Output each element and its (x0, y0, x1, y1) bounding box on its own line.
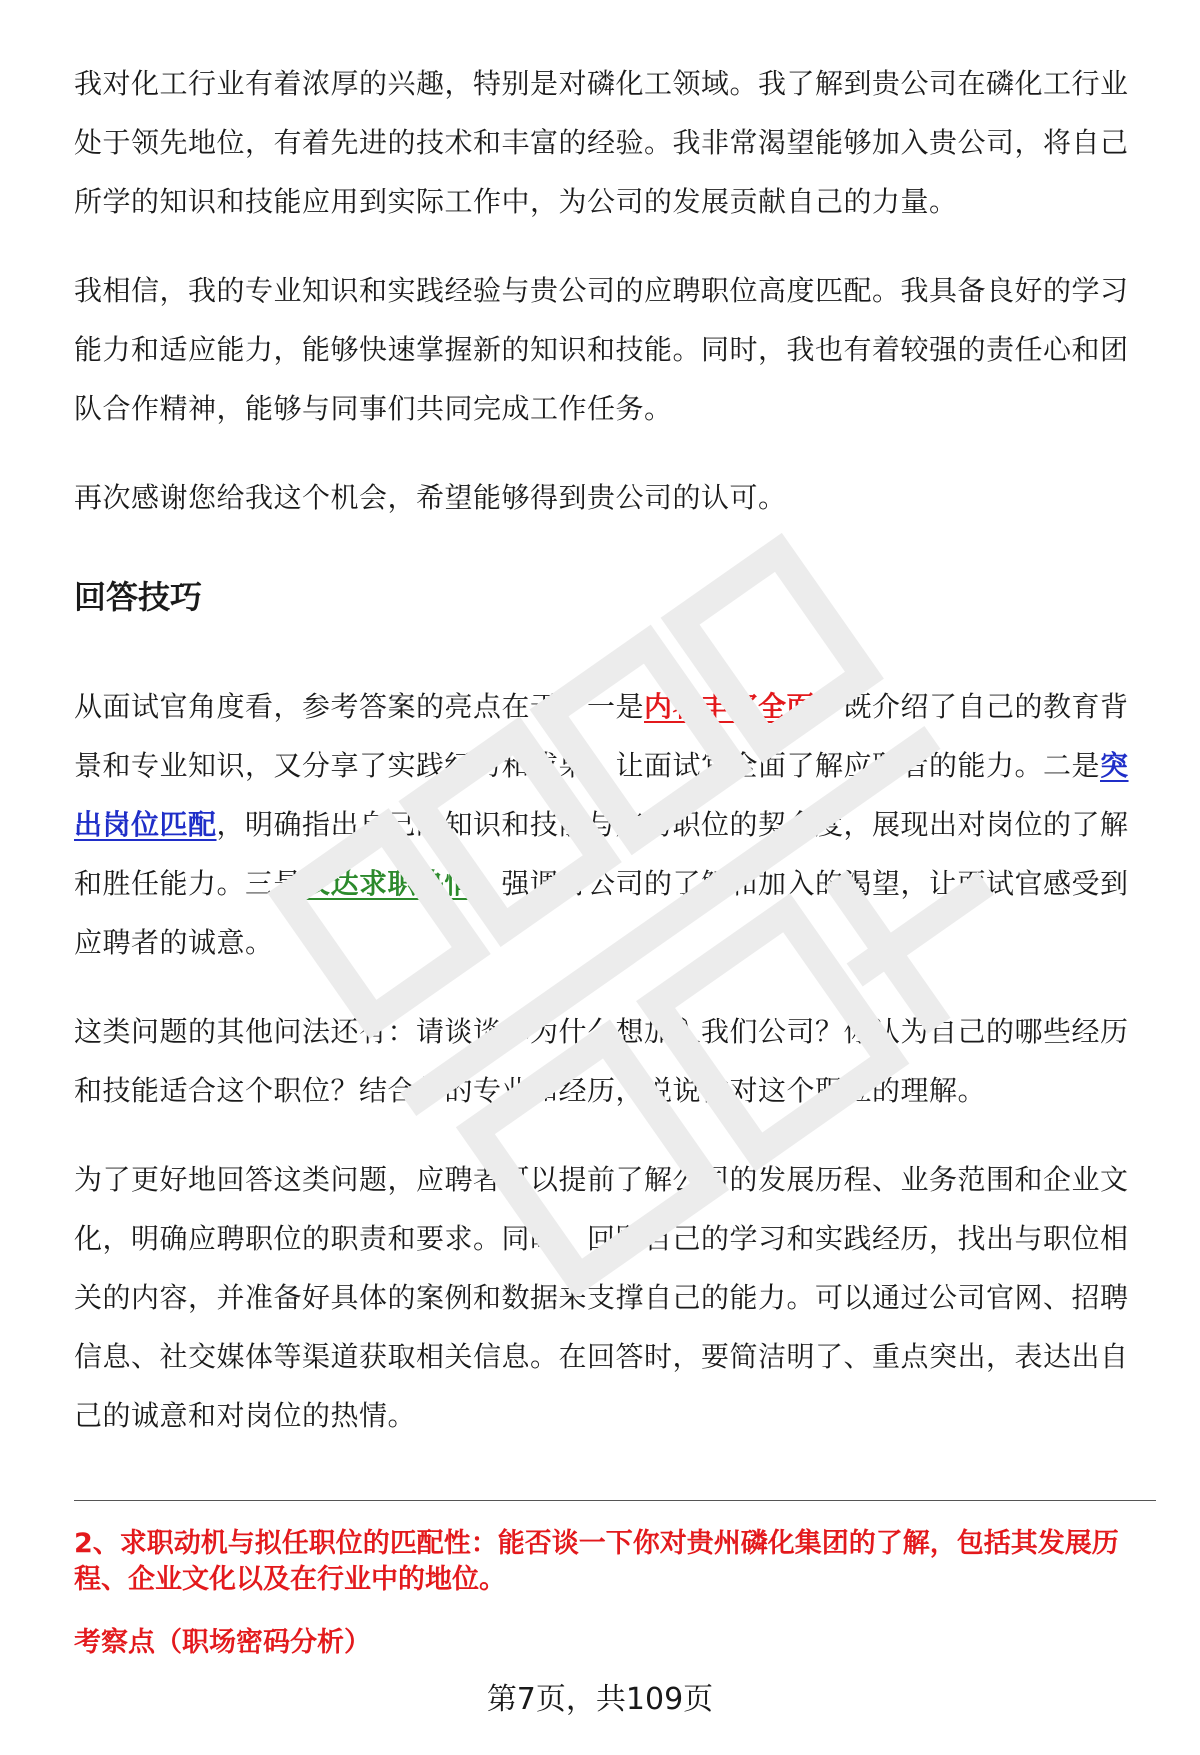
paragraph-interest: 我对化工行业有着浓厚的兴趣，特别是对磷化工领域。我了解到贵公司在磷化工行业处于领先地位，有着先进的技术和丰富的经验。我非常渴望能够加入贵公司，将自己所学的知识和技能应用到实际工作中，为公司的发展贡献自己的力量。 (74, 67, 1129, 218)
highlight-job-match: 突出岗位匹配 (74, 749, 1129, 841)
tips-text-3: ，明确指出自己的知识和技能与应聘职位的契合度，展现出对岗位的了解和胜任能力。三是 (74, 808, 1129, 900)
section-heading: 回答技巧 (74, 578, 203, 616)
page-footer: 第7页，共109页 (486, 1682, 714, 1717)
exam-point-label: 考察点（职场密码分析） (74, 1627, 371, 1658)
highlight-content-rich: 内容丰富全面 (644, 690, 816, 723)
paragraph-thanks: 再次感谢您给我这个机会，希望能够得到贵公司的认可。 (74, 481, 787, 514)
tips-text-4: ，强调对公司的了解和加入的渴望，让面试官感受到应聘者的诚意。 (74, 867, 1129, 959)
document-body (74, 54, 1156, 1475)
question-text-1: 2、求职动机与拟任职位的匹配性：能否谈一下 (74, 1528, 633, 1559)
tips-text-1: 从面试官角度看，参考答案的亮点在于：一是 (74, 690, 645, 723)
paragraph-advice: 为了更好地回答这类问题，应聘者可以提前了解公司的发展历程、业务范围和企业文化，明确应聘职位的职责和要求。同时，回顾自己的学习和实践经历，找出与职位相关的内容，并准备好具体的案例和数据来支撑自己的能力。可以通过公司官网、招聘信息、社交媒体等渠道获取相关信息。在回答时，要简洁明了、重点突出，表达出自己的诚意和对岗位的热情。 (74, 1163, 1129, 1432)
section-divider (74, 1500, 1156, 1501)
question-text-2: 你对贵州磷化集团的了解，包括其发展历程、企业文化以及在行业中的地位。 (74, 1528, 1119, 1595)
paragraph-match: 我相信，我的专业知识和实践经验与贵公司的应聘职位高度匹配。我具备良好的学习能力和适应能力，能够快速掌握新的知识和技能。同时，我也有着较强的责任心和团队合作精神，能够与同事们共同完成工作任务。 (74, 274, 1129, 425)
tips-text-2: ，既介绍了自己的教育背景和专业知识，又分享了实践经历和成果，让面试官全面了解应聘者的能力。二是 (74, 690, 1129, 782)
paragraph-tips (74, 677, 1156, 972)
paragraph-other-questions: 这类问题的其他问法还有：请谈谈你为什么想加入我们公司？你认为自己的哪些经历和技能适合这个职位？结合你的专业和经历，说说你对这个职位的理解。 (74, 1015, 1129, 1107)
highlight-enthusiasm: 表达求职热情 (302, 867, 474, 900)
question-title (74, 1526, 1156, 1598)
